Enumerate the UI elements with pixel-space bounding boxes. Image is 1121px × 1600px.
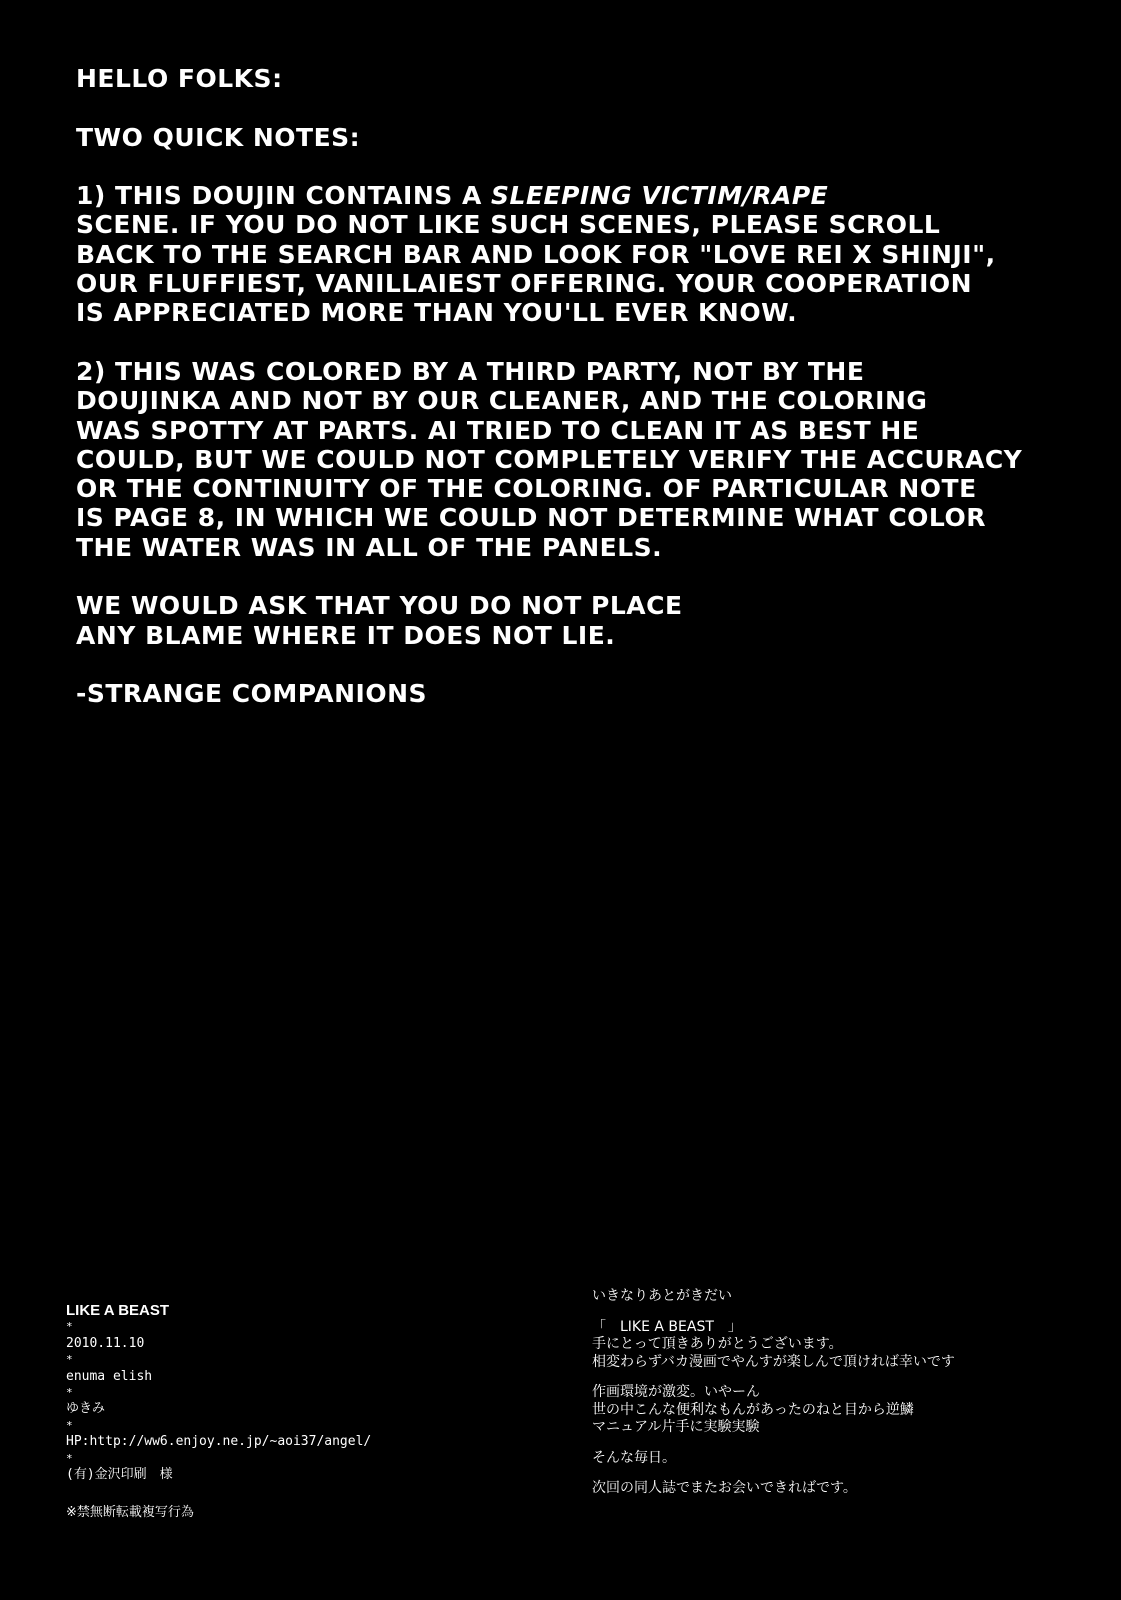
note-item-1-line: IS APPRECIATED MORE THAN YOU'LL EVER KNOW.	[76, 298, 798, 328]
afterword-heading: いきなりあとがきだい	[592, 1288, 732, 1304]
note-item-2-line: THE WATER WAS IN ALL OF THE PANELS.	[76, 532, 663, 562]
colophon-separator: *	[66, 1353, 73, 1367]
note-item-2-line: WAS SPOTTY AT PARTS. AI TRIED TO CLEAN IT AS BEST HE	[76, 415, 920, 445]
colophon	[66, 1303, 486, 1522]
note-item-1-first-line	[76, 181, 1076, 210]
content-warning-emphasis: SLEEPING VICTIM/RAPE	[491, 181, 829, 211]
note-greeting: HELLO FOLKS:	[76, 64, 283, 93]
afterword-line: マニュアル片手に実験実験	[592, 1419, 760, 1435]
note-item-2-line: IS PAGE 8, IN WHICH WE COULD NOT DETERMINE WHAT COLOR	[76, 503, 986, 533]
colophon-printer: (有)金沢印刷 様	[66, 1467, 173, 1483]
colophon-circle: enuma elish	[66, 1368, 153, 1384]
colophon-author: ゆきみ	[66, 1401, 106, 1417]
colophon-separator: *	[66, 1320, 73, 1334]
colophon-separator: *	[66, 1418, 73, 1432]
colophon-copyright-notice: ※禁無断転載複写行為	[66, 1505, 194, 1521]
colophon-date: 2010.11.10	[66, 1335, 145, 1351]
note-item-1-prefix: 1) THIS DOUJIN CONTAINS A	[76, 181, 492, 211]
note-signature: -STRANGE COMPANIONS	[76, 679, 428, 709]
afterword-line: そんな毎日。	[592, 1449, 676, 1466]
note-item-1-line: BACK TO THE SEARCH BAR AND LOOK FOR "LOVE REI X SHINJI",	[76, 239, 996, 269]
afterword-line: 相変わらずバカ漫画でやんすが楽しんで頂ければ幸いです	[592, 1353, 955, 1370]
afterword-line: 手にとって頂きありがとうございます。	[592, 1336, 843, 1352]
note-item-1-line: SCENE. IF YOU DO NOT LIKE SUCH SCENES, PLEASE SCROLL	[76, 210, 941, 240]
colophon-separator: *	[66, 1451, 73, 1465]
afterword	[592, 1288, 1092, 1498]
note-item-2-line: 2) THIS WAS COLORED BY A THIRD PARTY, NOT BY THE	[76, 356, 865, 386]
note-item-2-line: DOUJINKA AND NOT BY OUR CLEANER, AND THE COLORING	[76, 386, 928, 416]
afterword-line: 作画環境が激変。いやーん	[592, 1384, 760, 1400]
note-closing-line: ANY BLAME WHERE IT DOES NOT LIE.	[76, 620, 616, 650]
note-item-1-line: OUR FLUFFIEST, VANILLAIEST OFFERING. YOUR COOPERATION	[76, 269, 973, 299]
afterword-line: 世の中こんな便利なもんがあったのねと目から逆鱗	[592, 1401, 914, 1418]
note-item-2-line: OR THE CONTINUITY OF THE COLORING. OF PARTICULAR NOTE	[76, 474, 977, 504]
afterword-line: 次回の同人誌でまたお会いできればです。	[592, 1480, 857, 1496]
note-closing-line: WE WOULD ASK THAT YOU DO NOT PLACE	[76, 591, 683, 621]
translator-note	[76, 64, 1076, 709]
note-item-2-line: COULD, BUT WE COULD NOT COMPLETELY VERIFY THE ACCURACY	[76, 444, 1023, 474]
afterword-line: 「 LIKE A BEAST 」	[592, 1318, 742, 1335]
colophon-homepage: HP:http://ww6.enjoy.ne.jp/~aoi37/angel/	[66, 1434, 372, 1450]
colophon-separator: *	[66, 1386, 73, 1400]
colophon-title: LIKE A BEAST	[66, 1302, 170, 1319]
note-intro: TWO QUICK NOTES:	[76, 122, 361, 152]
